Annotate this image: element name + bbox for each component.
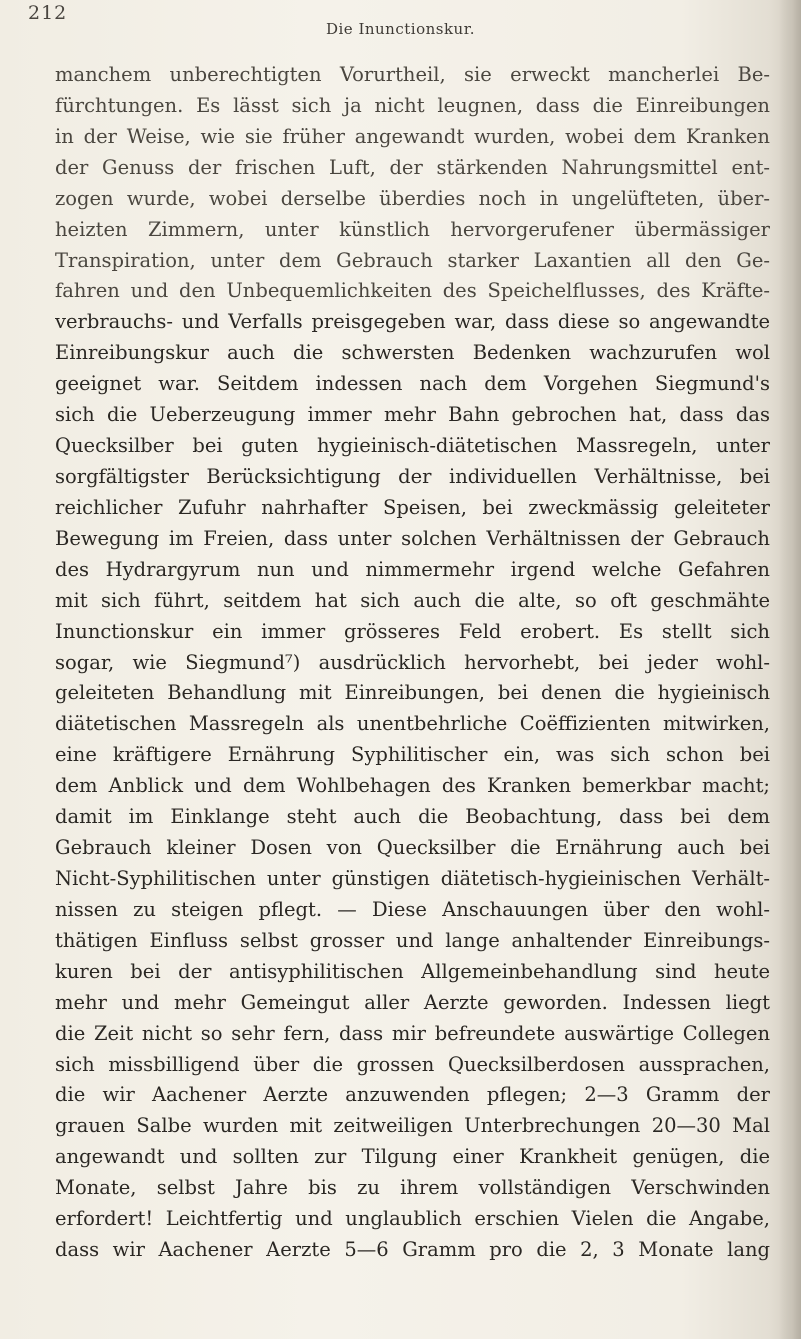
- text-line: Einreibungskur auch die schwersten Bedenken wachzurufen wol: [55, 341, 770, 365]
- text-line: angewandt und sollten zur Tilgung einer Krankheit genügen, die: [55, 1145, 770, 1169]
- text-line: Bewegung im Freien, dass unter solchen Verhältnissen der Gebrauch: [55, 526, 770, 550]
- page-number: 212: [28, 2, 68, 24]
- text-line: Nicht-Syphilitischen unter günstigen diätetisch-hygieinischen Verhält-: [55, 866, 770, 890]
- text-line: die Zeit nicht so sehr fern, dass mir befreundete auswärtige Collegen: [55, 1021, 770, 1045]
- text-line: Transpiration, unter dem Gebrauch starker Laxantien all den Ge-: [55, 248, 770, 272]
- text-line: thätigen Einfluss selbst grosser und lange anhaltender Einreibungs-: [55, 928, 770, 952]
- text-line: dem Anblick und dem Wohlbehagen des Kranken bemerkbar macht;: [55, 774, 770, 798]
- text-line: fürchtungen. Es lässt sich ja nicht leugnen, dass die Einreibungen: [55, 93, 770, 117]
- text-line: in der Weise, wie sie früher angewandt wurden, wobei dem Kranken: [55, 124, 770, 148]
- text-line: geleiteten Behandlung mit Einreibungen, bei denen die hygieinisch: [55, 681, 770, 705]
- text-line: zogen wurde, wobei derselbe überdies noch in ungelüfteten, über-: [55, 186, 770, 210]
- text-line: des Hydrargyrum nun und nimmermehr irgend welche Gefahren: [55, 557, 770, 581]
- text-line: diätetischen Massregeln als unentbehrliche Coëffizienten mitwirken,: [55, 712, 770, 736]
- text-line: sogar, wie Siegmund⁷) ausdrücklich hervorhebt, bei jeder wohl-: [55, 650, 770, 674]
- text-line: Inunctionskur ein immer grösseres Feld erobert. Es stellt sich: [55, 619, 770, 643]
- body-text: [55, 60, 770, 1266]
- page-edge-shadow: [779, 0, 801, 1339]
- text-line: sich die Ueberzeugung immer mehr Bahn gebrochen hat, dass das: [55, 403, 770, 427]
- text-line: reichlicher Zufuhr nahrhafter Speisen, bei zweckmässig geleiteter: [55, 495, 770, 519]
- text-line: sorgfältigster Berücksichtigung der individuellen Verhältnisse, bei: [55, 464, 770, 488]
- text-line: erfordert! Leichtfertig und unglaublich erschien Vielen die Angabe,: [55, 1207, 770, 1231]
- text-line: mehr und mehr Gemeingut aller Aerzte geworden. Indessen liegt: [55, 990, 770, 1014]
- text-line: grauen Salbe wurden mit zeitweiligen Unterbrechungen 20—30 Mal: [55, 1114, 770, 1138]
- text-line: Quecksilber bei guten hygieinisch-diätetischen Massregeln, unter: [55, 434, 770, 458]
- running-title: Die Inunctionskur.: [325, 20, 476, 38]
- text-line: Gebrauch kleiner Dosen von Quecksilber die Ernährung auch bei: [55, 836, 770, 860]
- text-line: Monate, selbst Jahre bis zu ihrem vollständigen Verschwinden: [55, 1176, 770, 1200]
- text-line: manchem unberechtigten Vorurtheil, sie erweckt mancherlei Be-: [55, 63, 770, 86]
- text-line: sich missbilligend über die grossen Quecksilberdosen aussprachen,: [55, 1052, 770, 1076]
- text-line: der Genuss der frischen Luft, der stärkenden Nahrungsmittel ent-: [55, 155, 770, 179]
- text-line: fahren und den Unbequemlichkeiten des Speichelflusses, des Kräfte-: [55, 279, 770, 303]
- text-line: damit im Einklange steht auch die Beobachtung, dass bei dem: [55, 805, 770, 829]
- text-line: verbrauchs- und Verfalls preisgegeben war, dass diese so angewandte: [55, 310, 770, 334]
- text-line: eine kräftigere Ernährung Syphilitischer ein, was sich schon bei: [55, 743, 770, 767]
- text-line: nissen zu steigen pflegt. — Diese Anschauungen über den wohl-: [55, 897, 770, 921]
- text-line: dass wir Aachener Aerzte 5—6 Gramm pro die 2, 3 Monate lang: [55, 1238, 770, 1262]
- text-line: mit sich führt, seitdem hat sich auch die alte, so oft geschmähte: [55, 588, 770, 612]
- text-line: heizten Zimmern, unter künstlich hervorgerufener übermässiger: [55, 217, 770, 241]
- text-line: kuren bei der antisyphilitischen Allgemeinbehandlung sind heute: [55, 959, 770, 983]
- text-line: die wir Aachener Aerzte anzuwenden pflegen; 2—3 Gramm der: [55, 1083, 770, 1107]
- text-line: geeignet war. Seitdem indessen nach dem Vorgehen Siegmund's: [55, 372, 770, 396]
